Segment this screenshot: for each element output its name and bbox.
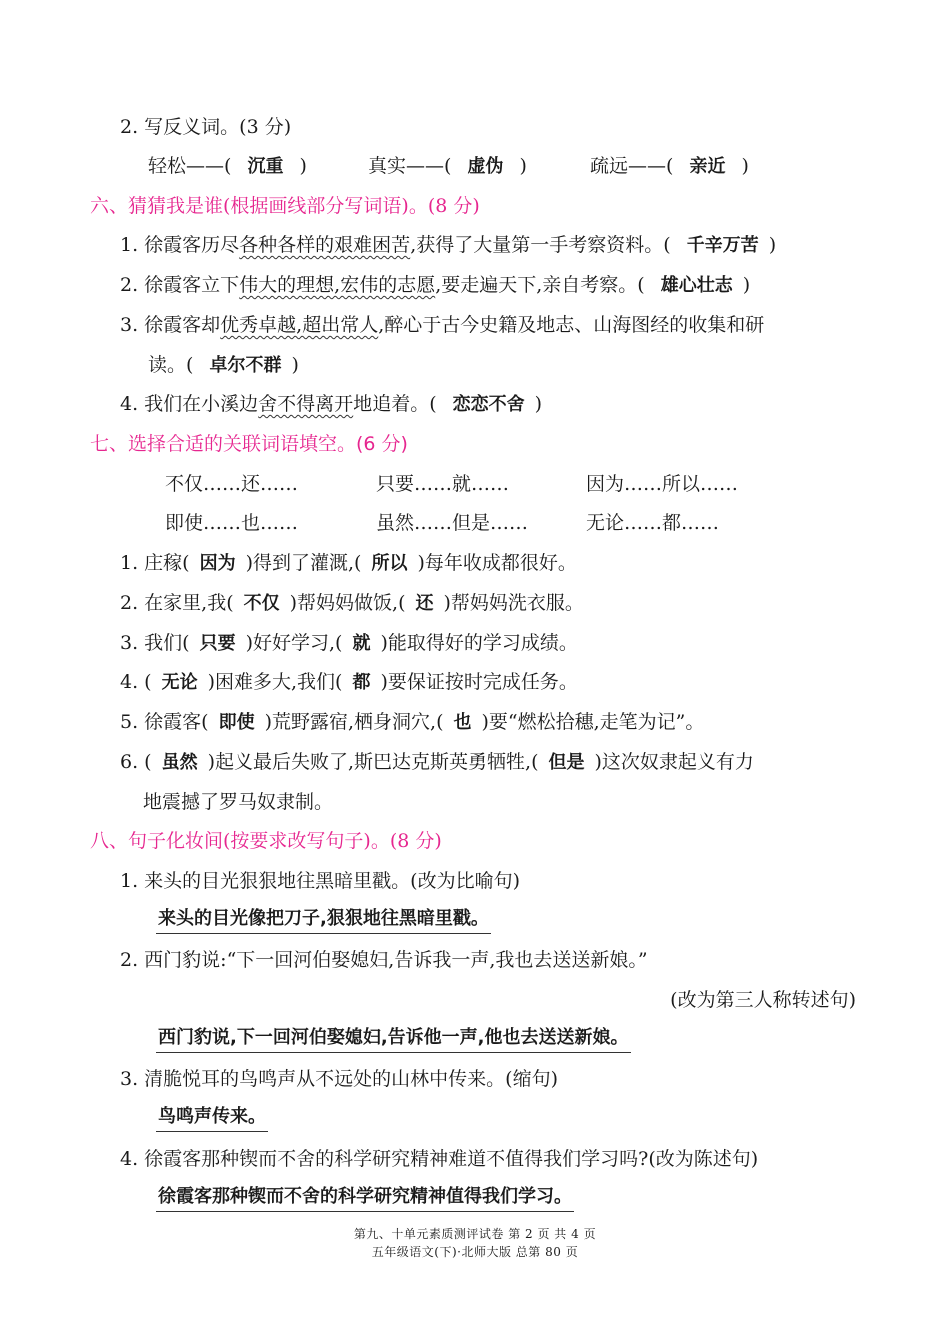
- sec6-item-3: [120, 312, 764, 338]
- item-answer: 即使: [218, 712, 255, 733]
- item-text: )帮妈妈洗衣服。: [443, 592, 584, 614]
- item-answer: 所以: [371, 553, 408, 574]
- sec8-question-2: 2. 西门豹说:“下一回河伯娶媳妇,告诉我一声,我也去送送新娘。”: [120, 949, 648, 971]
- item-answer: 就: [352, 633, 371, 654]
- item-text: 1. 徐霞客历尽: [120, 234, 240, 256]
- sec8-answer-3: 鸟鸣声传来。: [156, 1104, 268, 1132]
- antonym-answer: 虚伪: [467, 156, 504, 177]
- sec7-item-6-cont: 地震撼了罗马奴隶制。: [143, 791, 334, 813]
- item-text: )这次奴隶起义有力: [594, 751, 754, 773]
- item-text: ,获得了大量第一手考察资料。(: [410, 234, 671, 256]
- paren-close: ): [742, 274, 751, 296]
- item-text: 地追着。(: [353, 393, 437, 415]
- section-title-sub: (根据画线部分写词语)。(8 分): [223, 195, 480, 217]
- sec6-item-2: [120, 272, 750, 299]
- item-text: ,醉心于古今史籍及地志、山海图经的收集和研: [378, 314, 765, 336]
- item-answer: 因为: [199, 553, 236, 574]
- item-text: )每年收成都很好。: [417, 552, 577, 574]
- conj-option: 即使……也……: [165, 512, 299, 534]
- item-answer: 但是: [548, 752, 585, 773]
- underlined-phrase: 舍不得离开: [258, 393, 354, 415]
- item-text: )好好学习,(: [245, 632, 343, 654]
- sec7-item-2: [120, 590, 584, 617]
- section-title-main: 八、句子化妆间: [90, 830, 224, 852]
- item-answer: 只要: [199, 633, 236, 654]
- sec6-item-1: [120, 232, 776, 259]
- item-text: 4. 我们在小溪边: [120, 393, 259, 415]
- item-text: 1. 庄稼(: [120, 552, 190, 574]
- item-text: 读。(: [148, 354, 194, 376]
- sec8-answer-2: 西门豹说,下一回河伯娶媳妇,告诉他一声,他也去送送新娘。: [156, 1025, 631, 1053]
- underlined-phrase: 各种各样的艰难困苦: [239, 234, 411, 256]
- antonym-pair-3: [590, 153, 749, 180]
- item-answer: 不仅: [243, 593, 280, 614]
- item-text: )荒野露宿,栖身洞穴,(: [264, 711, 444, 733]
- item-text: )得到了灌溉,(: [245, 552, 362, 574]
- item-text: 3. 徐霞客却: [120, 314, 221, 336]
- item-answer: 卓尔不群: [209, 355, 282, 376]
- underlined-phrase: 优秀卓越,超出常人: [220, 314, 379, 336]
- sec7-item-3: [120, 630, 578, 657]
- sec8-question-3: 3. 清脆悦耳的鸟鸣声从不远处的山林中传来。(缩句): [120, 1068, 558, 1090]
- paren-close: ): [534, 393, 543, 415]
- section-8-title: [90, 828, 442, 854]
- item-text: 5. 徐霞客(: [120, 711, 209, 733]
- item-text: 6. (: [120, 751, 152, 773]
- footer-line-1: 第九、十单元素质测评试卷 第 2 页 共 4 页: [353, 1227, 597, 1241]
- sec8-question-1: 1. 来头的目光狠狠地往黑暗里戳。(改为比喻句): [120, 870, 520, 892]
- item-answer: 千辛万苦: [686, 235, 759, 256]
- sec7-item-1: [120, 550, 577, 577]
- item-answer: 还: [415, 593, 434, 614]
- item-text: )起义最后失败了,斯巴达克斯英勇牺牲,(: [207, 751, 539, 773]
- sec8-answer-1: 来头的目光像把刀子,狠狠地往黑暗里戳。: [156, 906, 491, 934]
- item-text: )要“燃松拾穗,走笔为记”。: [481, 711, 705, 733]
- paren-close: ): [768, 234, 777, 256]
- item-text: 2. 徐霞客立下: [120, 274, 240, 296]
- item-text: 3. 我们(: [120, 632, 190, 654]
- paren-close: ): [741, 155, 749, 177]
- section-title-main: 六、猜猜我是谁: [90, 195, 224, 217]
- sec7-item-5: [120, 709, 704, 736]
- conj-option: 不仅……还……: [165, 473, 299, 495]
- section-6-title: [90, 193, 480, 219]
- sec7-item-6: [120, 749, 754, 776]
- item-text: )困难多大,我们(: [207, 671, 343, 693]
- item-answer: 恋恋不舍: [452, 394, 525, 415]
- antonym-answer: 亲近: [689, 156, 726, 177]
- item-answer: 雄心壮志: [660, 275, 733, 296]
- conj-option: 虽然……但是……: [376, 512, 529, 534]
- sec8-answer-4: 徐霞客那种锲而不舍的科学研究精神值得我们学习。: [156, 1184, 574, 1212]
- sec6-item-4: [120, 391, 542, 418]
- item-answer: 都: [352, 672, 371, 693]
- underlined-phrase: 伟大的理想,宏伟的志愿: [239, 274, 436, 296]
- antonym-word: 轻松——(: [148, 155, 232, 177]
- item-text: 2. 在家里,我(: [120, 592, 234, 614]
- item-text: )要保证按时完成任务。: [380, 671, 578, 693]
- sec7-item-4: [120, 669, 578, 696]
- item-text: ,要走遍天下,亲自考察。(: [435, 274, 645, 296]
- antonym-pair-1: [148, 153, 307, 180]
- sec8-question-2-note: (改为第三人称转述句): [670, 989, 856, 1011]
- section-7-title: 七、选择合适的关联词语填空。(6 分): [90, 433, 408, 455]
- paren-close: ): [291, 354, 299, 376]
- section-title-sub: (按要求改写句子)。(8 分): [223, 830, 442, 852]
- conj-option: 只要……就……: [376, 473, 510, 495]
- antonym-word: 真实——(: [368, 155, 452, 177]
- conj-option: 因为……所以……: [586, 473, 739, 495]
- sec8-question-4: 4. 徐霞客那种锲而不舍的科学研究精神难道不值得我们学习吗?(改为陈述句): [120, 1148, 759, 1170]
- item-answer: 也: [453, 712, 472, 733]
- paren-close: ): [299, 155, 307, 177]
- item-answer: 虽然: [161, 752, 198, 773]
- item-text: 4. (: [120, 671, 152, 693]
- item-text: )能取得好的学习成绩。: [380, 632, 578, 654]
- item-text: )帮妈妈做饭,(: [289, 592, 406, 614]
- antonym-word: 疏远——(: [590, 155, 674, 177]
- paren-close: ): [519, 155, 527, 177]
- sec6-item-3-cont: [148, 352, 299, 379]
- antonym-pair-2: [368, 153, 527, 180]
- footer-line-2: 五年级语文(下)·北师大版 总第 80 页: [371, 1245, 579, 1259]
- conj-option: 无论……都……: [586, 512, 720, 534]
- antonym-answer: 沉重: [247, 156, 284, 177]
- item-answer: 无论: [161, 672, 198, 693]
- q5-2-prompt: 2. 写反义词。(3 分): [120, 116, 292, 138]
